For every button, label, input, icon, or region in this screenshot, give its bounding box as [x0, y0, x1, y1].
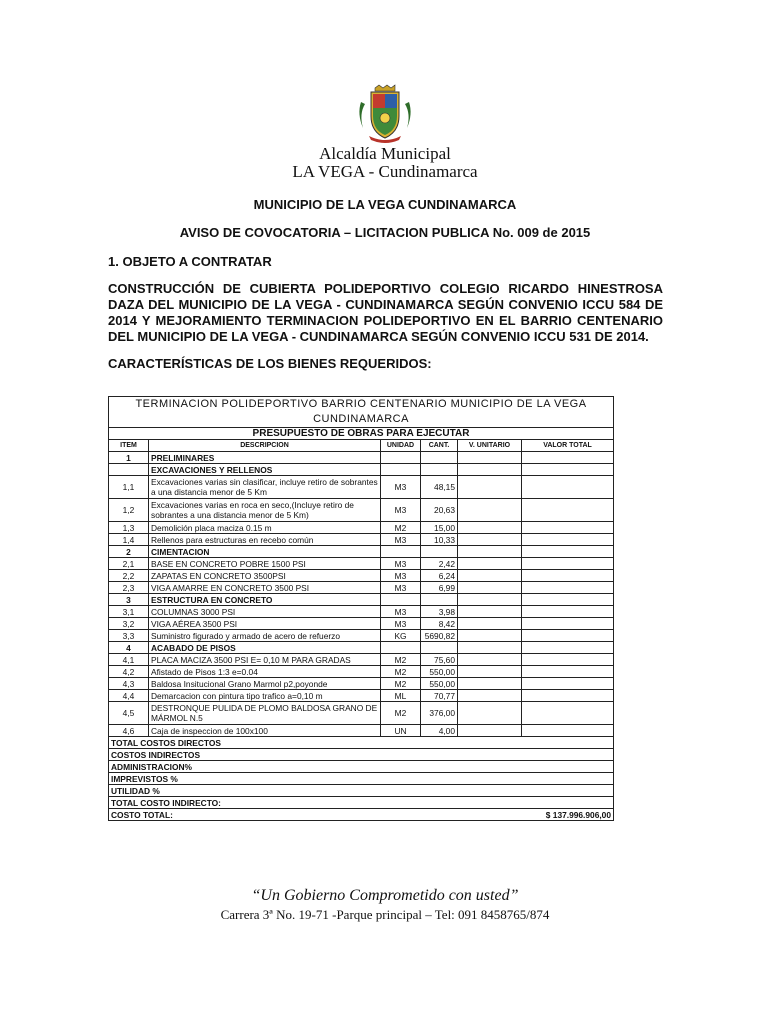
row-total-cell — [522, 630, 614, 642]
row-unit-price-cell — [458, 642, 522, 654]
table-row — [109, 594, 614, 606]
summary-value — [522, 761, 614, 773]
row-total-cell — [522, 678, 614, 690]
table-row — [109, 546, 614, 558]
row-item-cell: 3,2 — [109, 618, 149, 630]
row-total-cell — [522, 522, 614, 534]
table-row — [109, 606, 614, 618]
summary-label: TOTAL COSTO INDIRECTO: — [109, 797, 522, 809]
table-title: TERMINACION POLIDEPORTIVO BARRIO CENTENARIO MUNICIPIO DE LA VEGA CUNDINAMARCA — [109, 397, 614, 428]
row-item-cell: 4,2 — [109, 666, 149, 678]
row-unit-cell: UN — [381, 725, 421, 737]
row-unit-cell: M3 — [381, 606, 421, 618]
row-description-cell: EXCAVACIONES Y RELLENOS — [149, 464, 381, 476]
col-total-header: VALOR TOTAL — [522, 440, 614, 452]
row-total-cell — [522, 725, 614, 737]
row-qty-cell — [421, 452, 458, 464]
characteristics-heading: CARACTERÍSTICAS DE LOS BIENES REQUERIDOS: — [108, 356, 432, 371]
row-description-cell: Rellenos para estructuras en recebo común — [149, 534, 381, 546]
table-row — [109, 618, 614, 630]
row-unit-cell: M2 — [381, 522, 421, 534]
row-item-cell: 4,1 — [109, 654, 149, 666]
row-unit-cell: M2 — [381, 702, 421, 725]
budget-table — [108, 396, 614, 821]
row-unit-cell: M3 — [381, 476, 421, 499]
summary-row — [109, 737, 614, 749]
row-item-cell: 1,3 — [109, 522, 149, 534]
table-subtitle: PRESUPUESTO DE OBRAS PARA EJECUTAR — [109, 428, 614, 440]
row-description-cell: VIGA AÉREA 3500 PSI — [149, 618, 381, 630]
summary-label: COSTO TOTAL: — [109, 809, 522, 821]
row-total-cell — [522, 618, 614, 630]
summary-value — [522, 773, 614, 785]
row-qty-cell — [421, 464, 458, 476]
row-qty-cell: 376,00 — [421, 702, 458, 725]
row-qty-cell: 15,00 — [421, 522, 458, 534]
col-unit-header: UNIDAD — [381, 440, 421, 452]
row-qty-cell: 8,42 — [421, 618, 458, 630]
col-item-header: ITEM — [109, 440, 149, 452]
row-qty-cell: 10,33 — [421, 534, 458, 546]
row-item-cell: 1,2 — [109, 499, 149, 522]
row-item-cell: 4,6 — [109, 725, 149, 737]
row-total-cell — [522, 582, 614, 594]
row-unit-price-cell — [458, 666, 522, 678]
row-unit-price-cell — [458, 678, 522, 690]
summary-label: UTILIDAD % — [109, 785, 522, 797]
notice-title: AVISO DE COVOCATORIA – LICITACION PUBLICA No. 009 de 2015 — [179, 225, 591, 240]
row-unit-price-cell — [458, 476, 522, 499]
row-unit-price-cell — [458, 558, 522, 570]
table-row — [109, 582, 614, 594]
row-description-cell: BASE EN CONCRETO POBRE 1500 PSI — [149, 558, 381, 570]
row-description-cell: ZAPATAS EN CONCRETO 3500PSI — [149, 570, 381, 582]
row-unit-cell: M3 — [381, 582, 421, 594]
row-unit-price-cell — [458, 570, 522, 582]
row-qty-cell: 20,63 — [421, 499, 458, 522]
footer-slogan: “Un Gobierno Comprometido con usted” — [251, 887, 519, 904]
row-qty-cell: 6,24 — [421, 570, 458, 582]
row-description-cell: DESTRONQUE PULIDA DE PLOMO BALDOSA GRANO DE MÁRMOL N.5 — [149, 702, 381, 725]
row-item-cell: 4,5 — [109, 702, 149, 725]
row-item-cell: 3 — [109, 594, 149, 606]
row-item-cell: 1 — [109, 452, 149, 464]
row-total-cell — [522, 476, 614, 499]
row-unit-price-cell — [458, 452, 522, 464]
table-row — [109, 654, 614, 666]
municipality-name: LA VEGA - Cundinamarca — [292, 162, 478, 181]
row-unit-price-cell — [458, 618, 522, 630]
row-unit-price-cell — [458, 654, 522, 666]
row-unit-cell: M3 — [381, 558, 421, 570]
row-description-cell: Afistado de Pisos 1:3 e=0.04 — [149, 666, 381, 678]
row-total-cell — [522, 464, 614, 476]
row-qty-cell: 48,15 — [421, 476, 458, 499]
row-item-cell: 4 — [109, 642, 149, 654]
row-unit-cell: ML — [381, 690, 421, 702]
row-unit-price-cell — [458, 594, 522, 606]
row-item-cell: 4,3 — [109, 678, 149, 690]
row-unit-price-cell — [458, 464, 522, 476]
row-description-cell: PRELIMINARES — [149, 452, 381, 464]
summary-value: $ 137.996.906,00 — [522, 809, 614, 821]
row-description-cell: Excavaciones varias en roca en seco,(Incluye retiro de sobrantes a una distancia menor de 5 Km) — [149, 499, 381, 522]
row-unit-cell: KG — [381, 630, 421, 642]
row-unit-cell — [381, 452, 421, 464]
row-description-cell: COLUMNAS 3000 PSI — [149, 606, 381, 618]
row-total-cell — [522, 594, 614, 606]
summary-row — [109, 785, 614, 797]
summary-label: ADMINISTRACION% — [109, 761, 522, 773]
row-total-cell — [522, 606, 614, 618]
table-row — [109, 452, 614, 464]
row-item-cell: 2,1 — [109, 558, 149, 570]
row-item-cell: 3,3 — [109, 630, 149, 642]
document-title: MUNICIPIO DE LA VEGA CUNDINAMARCA — [253, 197, 517, 212]
row-description-cell: CIMENTACION — [149, 546, 381, 558]
row-total-cell — [522, 499, 614, 522]
row-unit-cell: M2 — [381, 678, 421, 690]
row-unit-price-cell — [458, 582, 522, 594]
summary-row — [109, 761, 614, 773]
summary-value — [522, 797, 614, 809]
summary-label: COSTOS INDIRECTOS — [109, 749, 522, 761]
office-name: Alcaldía Municipal — [319, 144, 451, 163]
table-row — [109, 678, 614, 690]
row-total-cell — [522, 666, 614, 678]
row-unit-cell: M3 — [381, 618, 421, 630]
summary-row — [109, 773, 614, 785]
table-row — [109, 642, 614, 654]
row-item-cell: 2,2 — [109, 570, 149, 582]
row-unit-price-cell — [458, 499, 522, 522]
summary-value — [522, 749, 614, 761]
table-row — [109, 476, 614, 499]
row-qty-cell — [421, 546, 458, 558]
row-qty-cell: 70,77 — [421, 690, 458, 702]
row-unit-cell: M3 — [381, 570, 421, 582]
row-description-cell: Suministro figurado y armado de acero de refuerzo — [149, 630, 381, 642]
row-unit-cell: M3 — [381, 499, 421, 522]
row-qty-cell — [421, 594, 458, 606]
row-description-cell: VIGA AMARRE EN CONCRETO 3500 PSI — [149, 582, 381, 594]
table-row — [109, 690, 614, 702]
summary-label: IMPREVISTOS % — [109, 773, 522, 785]
row-unit-cell — [381, 594, 421, 606]
row-item-cell: 3,1 — [109, 606, 149, 618]
row-item-cell: 2 — [109, 546, 149, 558]
row-qty-cell: 550,00 — [421, 666, 458, 678]
row-description-cell: Excavaciones varias sin clasificar, incluye retiro de sobrantes a una distancia menor de 5 Km — [149, 476, 381, 499]
municipal-coat-of-arms — [355, 84, 415, 144]
col-qty-header: CANT. — [421, 440, 458, 452]
row-description-cell: ACABADO DE PISOS — [149, 642, 381, 654]
summary-value — [522, 785, 614, 797]
row-unit-cell: M3 — [381, 534, 421, 546]
summary-row — [109, 797, 614, 809]
table-header-row — [109, 440, 614, 452]
row-unit-price-cell — [458, 522, 522, 534]
summary-label: TOTAL COSTOS DIRECTOS — [109, 737, 522, 749]
col-unit-price-header: V. UNITARIO — [458, 440, 522, 452]
row-unit-price-cell — [458, 690, 522, 702]
row-qty-cell: 4,00 — [421, 725, 458, 737]
row-total-cell — [522, 702, 614, 725]
row-qty-cell: 75,60 — [421, 654, 458, 666]
row-unit-price-cell — [458, 534, 522, 546]
table-row — [109, 499, 614, 522]
table-row — [109, 558, 614, 570]
row-unit-cell: M2 — [381, 666, 421, 678]
row-unit-cell — [381, 642, 421, 654]
table-row — [109, 570, 614, 582]
row-total-cell — [522, 690, 614, 702]
col-description-header: DESCRIPCION — [149, 440, 381, 452]
row-unit-price-cell — [458, 546, 522, 558]
row-item-cell: 1,4 — [109, 534, 149, 546]
row-unit-price-cell — [458, 702, 522, 725]
row-qty-cell: 3,98 — [421, 606, 458, 618]
footer-address: Carrera 3ª No. 19-71 -Parque principal – Tel: 091 8458765/874 — [220, 907, 550, 922]
table-row — [109, 630, 614, 642]
row-unit-cell — [381, 546, 421, 558]
row-total-cell — [522, 570, 614, 582]
row-qty-cell: 550,00 — [421, 678, 458, 690]
row-unit-price-cell — [458, 606, 522, 618]
row-qty-cell — [421, 642, 458, 654]
table-row — [109, 464, 614, 476]
row-total-cell — [522, 452, 614, 464]
table-row — [109, 534, 614, 546]
row-item-cell: 1,1 — [109, 476, 149, 499]
table-row — [109, 522, 614, 534]
row-description-cell: Caja de inspeccion de 100x100 — [149, 725, 381, 737]
table-row — [109, 702, 614, 725]
row-description-cell: Demarcacion con pintura tipo trafico a=0,10 m — [149, 690, 381, 702]
section-heading: 1. OBJETO A CONTRATAR — [108, 254, 272, 269]
summary-row — [109, 809, 614, 821]
row-total-cell — [522, 534, 614, 546]
row-unit-cell: M2 — [381, 654, 421, 666]
summary-value — [522, 737, 614, 749]
row-item-cell — [109, 464, 149, 476]
summary-row — [109, 749, 614, 761]
row-total-cell — [522, 642, 614, 654]
row-item-cell: 4,4 — [109, 690, 149, 702]
contract-object: CONSTRUCCIÓN DE CUBIERTA POLIDEPORTIVO COLEGIO RICARDO HINESTROSA DAZA DEL MUNICIPIO DE LA VEGA - CUNDINAMARCA SEGÚN CONVENIO ICCU 584 DE 2014 Y MEJORAMIENTO TERMINACION POLIDEPORTIVO EN EL BARRIO CENTENARIO DEL MUNICIPIO DE LA VEGA - CUNDINAMARCA SEGÚN CONVENIO ICCU 531 DE 2014. — [108, 281, 663, 344]
table-row — [109, 725, 614, 737]
row-description-cell: Demolición placa maciza 0.15 m — [149, 522, 381, 534]
row-unit-price-cell — [458, 630, 522, 642]
row-qty-cell: 2,42 — [421, 558, 458, 570]
row-unit-price-cell — [458, 725, 522, 737]
row-item-cell: 2,3 — [109, 582, 149, 594]
row-total-cell — [522, 546, 614, 558]
row-description-cell: ESTRUCTURA EN CONCRETO — [149, 594, 381, 606]
row-unit-cell — [381, 464, 421, 476]
row-qty-cell: 6,99 — [421, 582, 458, 594]
row-qty-cell: 5690,82 — [421, 630, 458, 642]
row-description-cell: PLACA MACIZA 3500 PSI E= 0,10 M PARA GRADAS — [149, 654, 381, 666]
row-description-cell: Baldosa Insitucional Grano Marmol p2,poyonde — [149, 678, 381, 690]
table-row — [109, 666, 614, 678]
row-total-cell — [522, 558, 614, 570]
row-total-cell — [522, 654, 614, 666]
